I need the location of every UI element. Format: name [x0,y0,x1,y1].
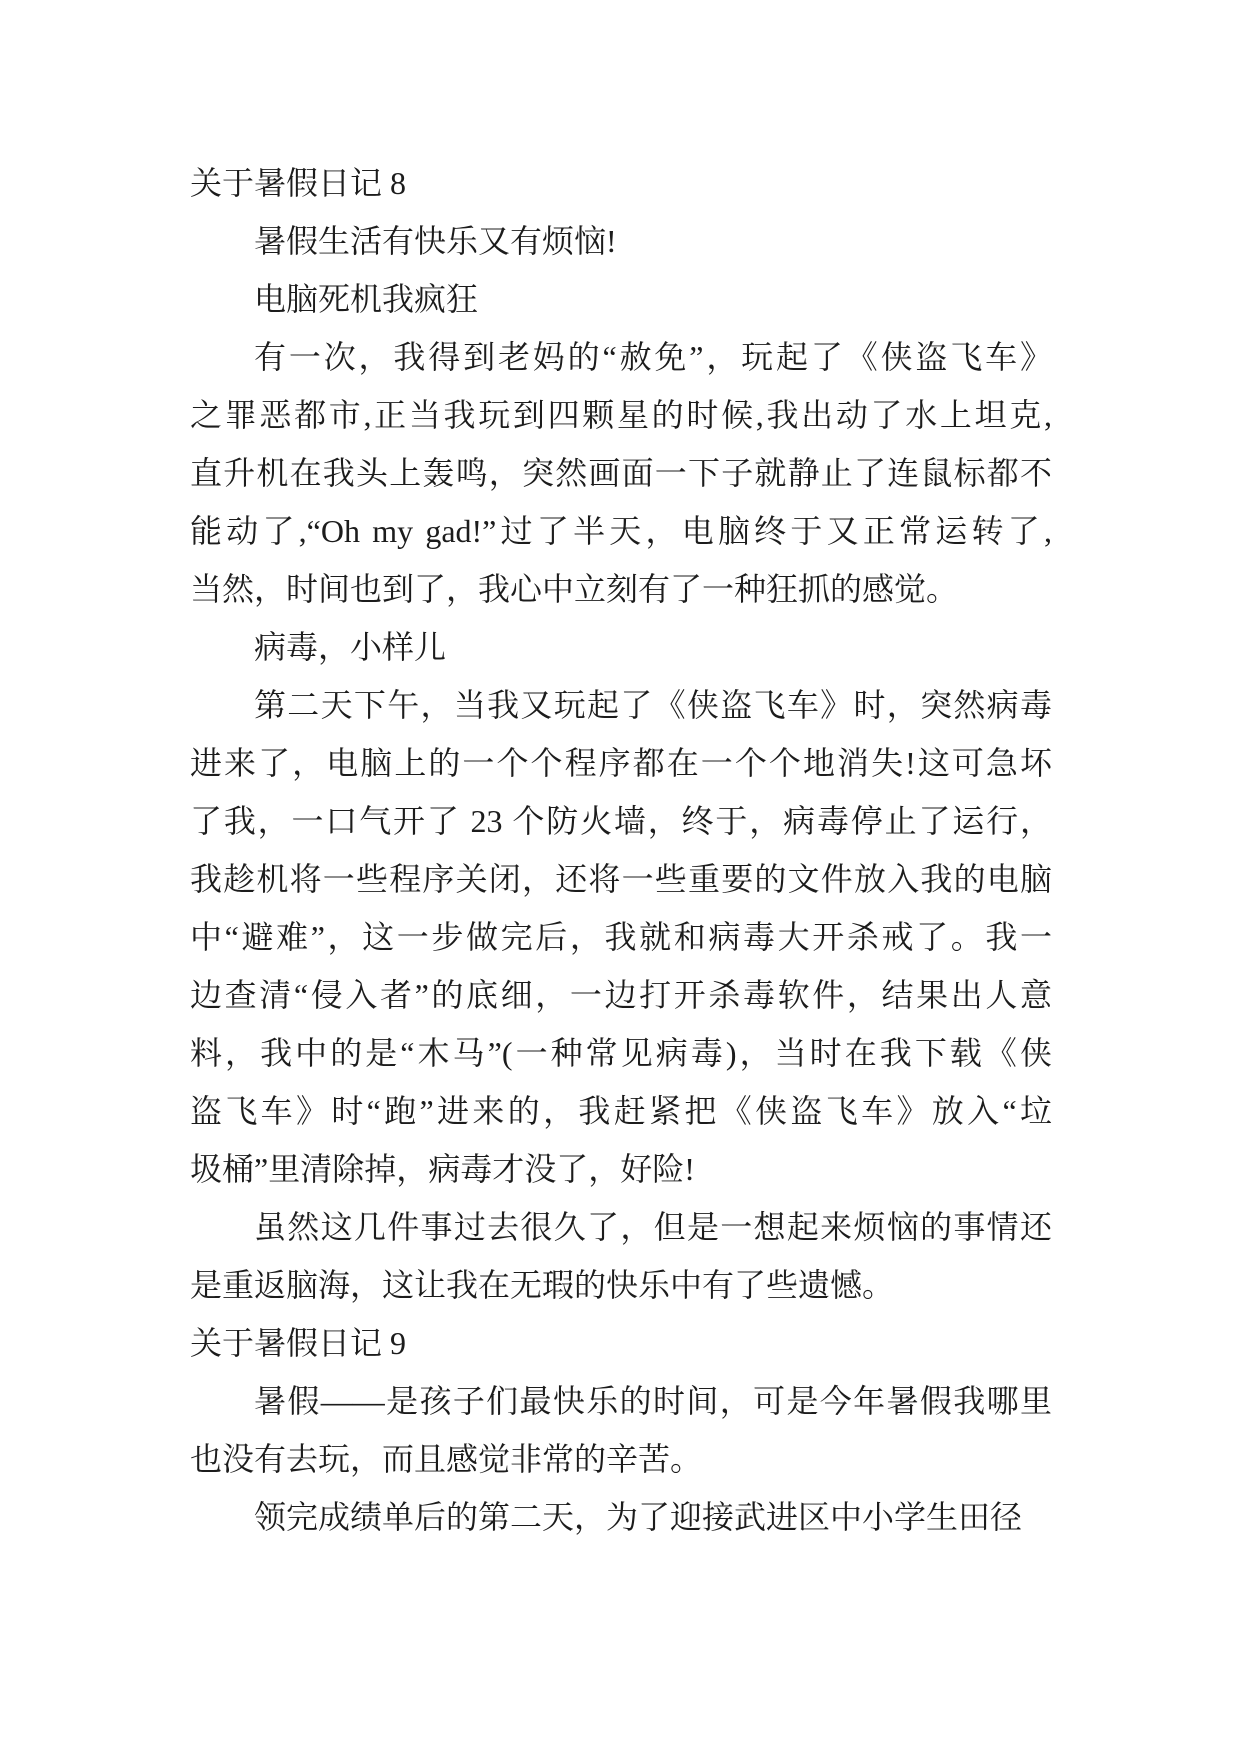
text-line: 之罪恶都市,正当我玩到四颗星的时候,我出动了水上坦克, [190,397,1052,433]
paragraph [190,618,1052,676]
text-line: 虽然这几件事过去很久了，但是一想起来烦恼的事情还 [254,1209,1052,1245]
text-line: 电脑死机我疯狂 [254,281,479,317]
text-line: 第二天下午，当我又玩起了《侠盗飞车》时，突然病毒 [254,687,1052,723]
paragraph [190,270,1052,328]
paragraph [190,1488,1052,1546]
section-heading [190,154,1052,212]
heading-text: 关于暑假日记 8 [190,165,407,201]
text-line: 了我，一口气开了 23 个防火墙，终于，病毒停止了运行， [190,803,1052,839]
text-line: 直升机在我头上轰鸣，突然画面一下子就静止了连鼠标都不 [190,455,1052,491]
text-line: 也没有去玩，而且感觉非常的辛苦。 [190,1441,703,1477]
text-line: 边查清“侵入者”的底细，一边打开杀毒软件，结果出人意 [190,977,1052,1013]
text-line: 盗飞车》时“跑”进来的，我赶紧把《侠盗飞车》放入“垃 [190,1093,1052,1129]
paragraph [190,676,1052,1198]
text-line: 中“避难”，这一步做完后，我就和病毒大开杀戒了。我一 [190,919,1052,955]
document-body [190,154,1052,1546]
text-line: 暑假生活有快乐又有烦恼! [254,223,617,259]
text-line: 有一次，我得到老妈的“赦免”，玩起了《侠盗飞车》 [254,339,1052,375]
text-line: 料，我中的是“木马”(一种常见病毒)，当时在我下载《侠 [190,1035,1052,1071]
text-line: 能动了,“Oh my gad!”过了半天，电脑终于又正常运转了, [190,513,1052,549]
paragraph [190,1372,1052,1488]
text-line: 病毒，小样儿 [254,629,447,665]
heading-text: 关于暑假日记 9 [190,1325,407,1361]
paragraph [190,1198,1052,1314]
text-line: 暑假——是孩子们最快乐的时间，可是今年暑假我哪里 [254,1383,1052,1419]
text-line: 是重返脑海，这让我在无瑕的快乐中有了些遗憾。 [190,1267,895,1303]
paragraph [190,328,1052,618]
text-line: 圾桶”里清除掉，病毒才没了，好险! [190,1151,695,1187]
text-line: 我趁机将一些程序关闭，还将一些重要的文件放入我的电脑 [190,861,1052,897]
section-heading [190,1314,1052,1372]
text-line: 进来了，电脑上的一个个程序都在一个个地消失!这可急坏 [190,745,1052,781]
paragraph [190,212,1052,270]
text-line: 当然，时间也到了，我心中立刻有了一种狂抓的感觉。 [190,571,959,607]
text-line: 领完成绩单后的第二天，为了迎接武进区中小学生田径 [254,1499,1023,1535]
